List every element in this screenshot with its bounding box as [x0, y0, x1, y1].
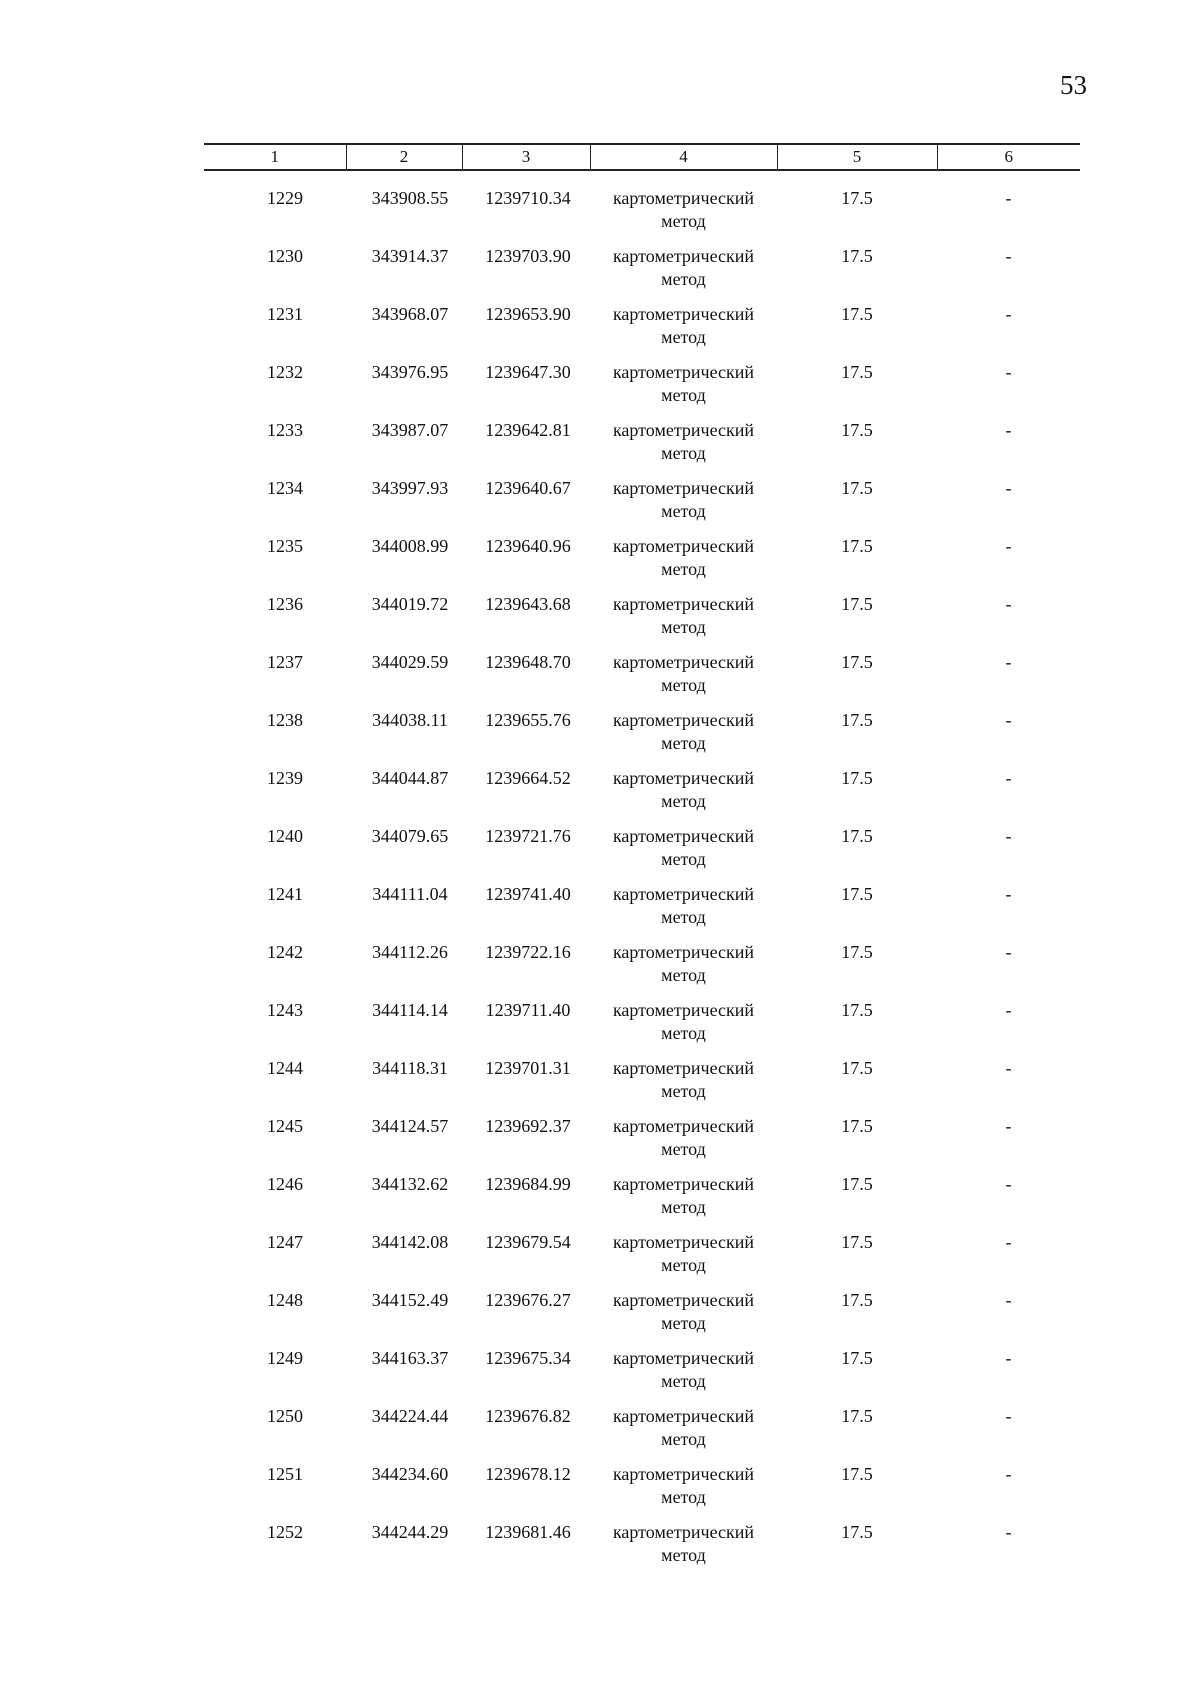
y-coordinate-cell: 1239640.96 — [485, 536, 571, 556]
x-coordinate-cell: 344118.31 — [372, 1058, 448, 1078]
method-cell — [590, 1405, 777, 1463]
method-line-1: картометрический — [612, 478, 755, 498]
x-coordinate-cell: 344114.14 — [372, 1000, 448, 1020]
accuracy-cell: 17.5 — [841, 942, 873, 962]
column-header-3: 3 — [462, 144, 590, 170]
note-cell: - — [1005, 246, 1012, 266]
method-line-1: картометрический — [612, 1174, 755, 1194]
x-coordinate-cell: 344019.72 — [371, 594, 449, 614]
method-line-1: картометрический — [612, 1522, 755, 1542]
y-coordinate-cell: 1239684.99 — [485, 1174, 571, 1194]
note-cell: - — [1005, 362, 1012, 382]
method-line-1: картометрический — [612, 652, 755, 672]
x-coordinate-cell: 344029.59 — [371, 652, 449, 672]
accuracy-cell: 17.5 — [841, 594, 873, 614]
column-header-5: 5 — [777, 144, 937, 170]
method-cell — [590, 1463, 777, 1521]
header-row — [204, 144, 1080, 170]
point-number-cell: 1245 — [267, 1116, 303, 1136]
method-line-1: картометрический — [612, 942, 755, 962]
point-number-cell: 1239 — [267, 768, 303, 788]
table-row — [204, 1405, 1080, 1463]
point-number-cell: 1229 — [267, 188, 303, 208]
method-line-2: метод — [661, 501, 706, 521]
method-cell — [590, 1115, 777, 1173]
y-coordinate-cell: 1239640.67 — [485, 478, 571, 498]
y-coordinate-cell: 1239675.34 — [485, 1348, 571, 1368]
table-row — [204, 361, 1080, 419]
method-cell — [590, 767, 777, 825]
method-line-2: метод — [661, 733, 706, 753]
note-cell: - — [1005, 1464, 1012, 1484]
point-number-cell: 1240 — [267, 826, 303, 846]
method-line-2: метод — [661, 617, 706, 637]
method-line-2: метод — [661, 1545, 706, 1565]
method-line-1: картометрический — [612, 536, 755, 556]
y-coordinate-cell: 1239653.90 — [485, 304, 571, 324]
accuracy-cell: 17.5 — [841, 188, 873, 208]
method-line-2: метод — [661, 559, 706, 579]
method-cell — [590, 170, 777, 245]
method-line-2: метод — [661, 907, 706, 927]
x-coordinate-cell: 344142.08 — [371, 1232, 449, 1252]
method-line-2: метод — [661, 269, 706, 289]
note-cell: - — [1005, 768, 1012, 788]
x-coordinate-cell: 344112.26 — [372, 942, 448, 962]
method-line-2: метод — [661, 791, 706, 811]
table-row — [204, 303, 1080, 361]
method-line-1: картометрический — [612, 768, 755, 788]
x-coordinate-cell: 344008.99 — [371, 536, 449, 556]
x-coordinate-cell: 344124.57 — [371, 1116, 449, 1136]
note-cell: - — [1005, 478, 1012, 498]
accuracy-cell: 17.5 — [841, 246, 873, 266]
point-number-cell: 1242 — [267, 942, 303, 962]
point-number-cell: 1230 — [267, 246, 303, 266]
method-cell — [590, 1173, 777, 1231]
y-coordinate-cell: 1239676.27 — [485, 1290, 571, 1310]
accuracy-cell: 17.5 — [841, 304, 873, 324]
table-row — [204, 1057, 1080, 1115]
y-coordinate-cell: 1239678.12 — [485, 1464, 571, 1484]
method-line-2: метод — [661, 965, 706, 985]
y-coordinate-cell: 1239703.90 — [485, 246, 571, 266]
accuracy-cell: 17.5 — [841, 826, 873, 846]
method-cell — [590, 593, 777, 651]
note-cell: - — [1005, 652, 1012, 672]
x-coordinate-cell: 344044.87 — [371, 768, 449, 788]
x-coordinate-cell: 343987.07 — [371, 420, 449, 440]
note-cell: - — [1005, 188, 1012, 208]
table-row — [204, 767, 1080, 825]
method-cell — [590, 999, 777, 1057]
method-cell — [590, 419, 777, 477]
note-cell: - — [1005, 710, 1012, 730]
y-coordinate-cell: 1239721.76 — [485, 826, 571, 846]
accuracy-cell: 17.5 — [841, 1348, 873, 1368]
y-coordinate-cell: 1239642.81 — [485, 420, 571, 440]
y-coordinate-cell: 1239647.30 — [485, 362, 571, 382]
note-cell: - — [1005, 1116, 1012, 1136]
method-cell — [590, 1289, 777, 1347]
point-number-cell: 1251 — [267, 1464, 303, 1484]
accuracy-cell: 17.5 — [841, 1058, 873, 1078]
note-cell: - — [1005, 594, 1012, 614]
column-header-6: 6 — [937, 144, 1080, 170]
method-line-1: картометрический — [612, 1116, 755, 1136]
table-row — [204, 419, 1080, 477]
method-cell — [590, 1057, 777, 1115]
column-header-4: 4 — [590, 144, 777, 170]
table-row — [204, 709, 1080, 767]
y-coordinate-cell: 1239722.16 — [485, 942, 571, 962]
table-row — [204, 535, 1080, 593]
point-number-cell: 1247 — [267, 1232, 303, 1252]
y-coordinate-cell: 1239679.54 — [485, 1232, 571, 1252]
point-number-cell: 1249 — [267, 1348, 303, 1368]
table-row — [204, 170, 1080, 245]
accuracy-cell: 17.5 — [841, 1290, 873, 1310]
x-coordinate-cell: 344244.29 — [371, 1522, 449, 1542]
method-cell — [590, 1521, 777, 1579]
y-coordinate-cell: 1239681.46 — [485, 1522, 571, 1542]
method-line-2: метод — [661, 211, 706, 231]
method-cell — [590, 883, 777, 941]
point-number-cell: 1246 — [267, 1174, 303, 1194]
method-line-1: картометрический — [612, 1406, 755, 1426]
x-coordinate-cell: 344224.44 — [371, 1406, 449, 1426]
note-cell: - — [1005, 1000, 1012, 1020]
method-cell — [590, 709, 777, 767]
accuracy-cell: 17.5 — [841, 1116, 873, 1136]
note-cell: - — [1005, 1348, 1012, 1368]
table-row — [204, 1521, 1080, 1579]
y-coordinate-cell: 1239741.40 — [485, 884, 571, 904]
table-row — [204, 651, 1080, 709]
page-number: 53 — [1060, 70, 1087, 100]
point-number-cell: 1231 — [267, 304, 303, 324]
note-cell: - — [1005, 1406, 1012, 1426]
y-coordinate-cell: 1239710.34 — [485, 188, 571, 208]
x-coordinate-cell: 344132.62 — [371, 1174, 449, 1194]
method-line-1: картометрический — [612, 420, 755, 440]
method-line-2: метод — [661, 1487, 706, 1507]
note-cell: - — [1005, 826, 1012, 846]
method-cell — [590, 361, 777, 419]
y-coordinate-cell: 1239692.37 — [485, 1116, 571, 1136]
method-line-2: метод — [661, 1371, 706, 1391]
point-number-cell: 1248 — [267, 1290, 303, 1310]
note-cell: - — [1005, 536, 1012, 556]
accuracy-cell: 17.5 — [841, 1232, 873, 1252]
column-header-1: 1 — [204, 144, 346, 170]
method-cell — [590, 477, 777, 535]
point-number-cell: 1232 — [267, 362, 303, 382]
method-cell — [590, 303, 777, 361]
note-cell: - — [1005, 420, 1012, 440]
accuracy-cell: 17.5 — [841, 362, 873, 382]
note-cell: - — [1005, 942, 1012, 962]
method-line-2: метод — [661, 1429, 706, 1449]
point-number-cell: 1244 — [267, 1058, 303, 1078]
table-row — [204, 1231, 1080, 1289]
x-coordinate-cell: 343908.55 — [371, 188, 449, 208]
method-line-1: картометрический — [612, 1464, 755, 1484]
table-row — [204, 941, 1080, 999]
y-coordinate-cell: 1239676.82 — [485, 1406, 571, 1426]
method-line-2: метод — [661, 1139, 706, 1159]
table-row — [204, 999, 1080, 1057]
y-coordinate-cell: 1239664.52 — [485, 768, 571, 788]
method-line-1: картометрический — [612, 826, 755, 846]
x-coordinate-cell: 344111.04 — [372, 884, 448, 904]
method-cell — [590, 1231, 777, 1289]
coordinates-table — [204, 143, 1080, 1579]
point-number-cell: 1237 — [267, 652, 303, 672]
note-cell: - — [1005, 1232, 1012, 1252]
method-cell — [590, 651, 777, 709]
point-number-cell: 1236 — [267, 594, 303, 614]
method-line-1: картометрический — [612, 188, 755, 208]
accuracy-cell: 17.5 — [841, 420, 873, 440]
method-line-2: метод — [661, 1081, 706, 1101]
method-line-1: картометрический — [612, 710, 755, 730]
table-row — [204, 245, 1080, 303]
point-number-cell: 1238 — [267, 710, 303, 730]
table-row — [204, 825, 1080, 883]
x-coordinate-cell: 344163.37 — [371, 1348, 449, 1368]
accuracy-cell: 17.5 — [841, 710, 873, 730]
x-coordinate-cell: 344079.65 — [371, 826, 449, 846]
column-header-2: 2 — [346, 144, 462, 170]
method-cell — [590, 1347, 777, 1405]
table-row — [204, 1463, 1080, 1521]
table-header — [204, 144, 1080, 170]
method-line-2: метод — [661, 1255, 706, 1275]
y-coordinate-cell: 1239711.40 — [485, 1000, 571, 1020]
note-cell: - — [1005, 1522, 1012, 1542]
note-cell: - — [1005, 1174, 1012, 1194]
point-number-cell: 1241 — [267, 884, 303, 904]
table-row — [204, 1289, 1080, 1347]
accuracy-cell: 17.5 — [841, 884, 873, 904]
method-line-1: картометрический — [612, 1290, 755, 1310]
note-cell: - — [1005, 1058, 1012, 1078]
x-coordinate-cell: 343968.07 — [371, 304, 449, 324]
method-cell — [590, 245, 777, 303]
method-line-1: картометрический — [612, 1232, 755, 1252]
note-cell: - — [1005, 884, 1012, 904]
accuracy-cell: 17.5 — [841, 652, 873, 672]
table-row — [204, 593, 1080, 651]
method-line-2: метод — [661, 675, 706, 695]
x-coordinate-cell: 344234.60 — [371, 1464, 449, 1484]
method-line-2: метод — [661, 1197, 706, 1217]
method-line-1: картометрический — [612, 884, 755, 904]
x-coordinate-cell: 343997.93 — [371, 478, 449, 498]
x-coordinate-cell: 343914.37 — [371, 246, 449, 266]
accuracy-cell: 17.5 — [841, 768, 873, 788]
y-coordinate-cell: 1239643.68 — [485, 594, 571, 614]
method-line-1: картометрический — [612, 362, 755, 382]
y-coordinate-cell: 1239655.76 — [485, 710, 571, 730]
table-row — [204, 883, 1080, 941]
accuracy-cell: 17.5 — [841, 1464, 873, 1484]
x-coordinate-cell: 343976.95 — [371, 362, 449, 382]
point-number-cell: 1252 — [267, 1522, 303, 1542]
method-line-1: картометрический — [612, 1348, 755, 1368]
y-coordinate-cell: 1239701.31 — [485, 1058, 571, 1078]
method-line-1: картометрический — [612, 304, 755, 324]
note-cell: - — [1005, 1290, 1012, 1310]
method-line-1: картометрический — [612, 246, 755, 266]
method-line-2: метод — [661, 849, 706, 869]
method-line-1: картометрический — [612, 1000, 755, 1020]
table-row — [204, 1115, 1080, 1173]
accuracy-cell: 17.5 — [841, 536, 873, 556]
note-cell: - — [1005, 304, 1012, 324]
x-coordinate-cell: 344038.11 — [372, 710, 448, 730]
point-number-cell: 1233 — [267, 420, 303, 440]
accuracy-cell: 17.5 — [841, 1406, 873, 1426]
table-row — [204, 1347, 1080, 1405]
accuracy-cell: 17.5 — [841, 1174, 873, 1194]
point-number-cell: 1234 — [267, 478, 303, 498]
point-number-cell: 1235 — [267, 536, 303, 556]
point-number-cell: 1250 — [267, 1406, 303, 1426]
method-line-2: метод — [661, 443, 706, 463]
method-line-1: картометрический — [612, 594, 755, 614]
method-line-2: метод — [661, 385, 706, 405]
accuracy-cell: 17.5 — [841, 1000, 873, 1020]
y-coordinate-cell: 1239648.70 — [485, 652, 571, 672]
method-line-2: метод — [661, 327, 706, 347]
point-number-cell: 1243 — [267, 1000, 303, 1020]
method-cell — [590, 941, 777, 999]
table-row — [204, 1173, 1080, 1231]
method-cell — [590, 535, 777, 593]
x-coordinate-cell: 344152.49 — [371, 1290, 449, 1310]
coordinates-table-wrapper — [204, 143, 1080, 1579]
accuracy-cell: 17.5 — [841, 478, 873, 498]
method-line-2: метод — [661, 1023, 706, 1043]
method-line-1: картометрический — [612, 1058, 755, 1078]
method-line-2: метод — [661, 1313, 706, 1333]
table-row — [204, 477, 1080, 535]
method-cell — [590, 825, 777, 883]
table-body — [204, 170, 1080, 1579]
accuracy-cell: 17.5 — [841, 1522, 873, 1542]
